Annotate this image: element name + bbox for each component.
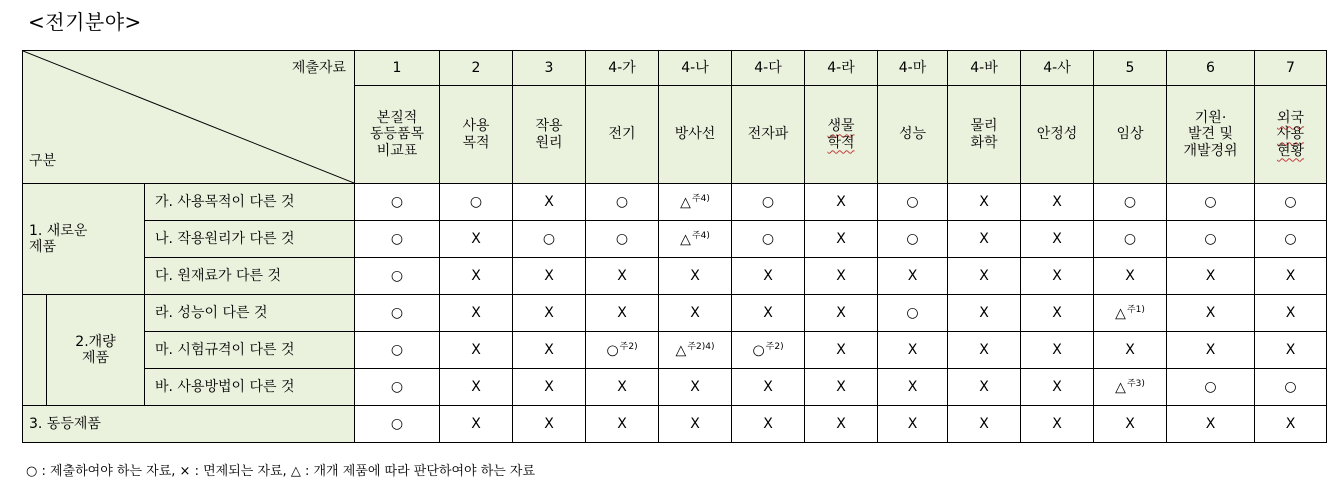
footnote-mark: 주3): [1126, 378, 1145, 389]
cell-symbol: ○: [906, 304, 919, 321]
cell-symbol: ○: [761, 193, 775, 210]
table-cell: [805, 221, 878, 258]
table-row: [23, 332, 1327, 369]
col-name: 안정성: [1021, 86, 1094, 184]
cell-symbol: ○: [615, 193, 629, 210]
cell-symbol: ○: [390, 378, 404, 395]
table-cell: [805, 258, 878, 295]
table-cell: [948, 295, 1021, 332]
footnote-mark: 주2): [765, 341, 784, 352]
cell-symbol: X: [1125, 267, 1135, 284]
table-cell: [659, 258, 732, 295]
table-cell: [805, 184, 878, 221]
table-row: [23, 184, 1327, 221]
cell-symbol: ○: [1204, 193, 1217, 210]
table-cell: [513, 295, 586, 332]
col-number: 5: [1094, 51, 1167, 86]
col-number: 2: [440, 51, 513, 86]
cell-symbol: X: [1052, 193, 1062, 210]
col-number: 4-라: [805, 51, 878, 86]
table-cell: [948, 369, 1021, 406]
table-cell: [1167, 184, 1255, 221]
cell-symbol: X: [1285, 304, 1296, 321]
cell-symbol: ○: [390, 267, 404, 284]
table-cell: [1094, 369, 1167, 406]
table-cell: [732, 369, 805, 406]
table-cell: [586, 221, 659, 258]
table-cell: [1255, 258, 1327, 295]
cell-symbol: X: [763, 378, 773, 395]
cell-symbol: X: [836, 230, 846, 247]
header-number-row: [23, 51, 1327, 86]
cell-symbol: X: [544, 267, 554, 284]
table-cell: [355, 369, 440, 406]
table-cell: [732, 184, 805, 221]
cell-symbol: X: [907, 415, 918, 432]
table-row: [23, 295, 1327, 332]
footnote-mark: 주1): [1126, 304, 1145, 315]
cell-symbol: △: [1115, 305, 1126, 322]
cell-symbol: ○: [390, 415, 404, 432]
cell-symbol: X: [979, 193, 989, 210]
cell-symbol: X: [1285, 267, 1296, 284]
cell-symbol: X: [836, 378, 846, 395]
cell-symbol: ○: [1204, 230, 1217, 247]
table-cell: [440, 369, 513, 406]
col-name: 작용 원리: [513, 86, 586, 184]
table-cell: [355, 295, 440, 332]
group-label-improved: 2.개량 제품: [47, 295, 145, 406]
table-cell: [948, 258, 1021, 295]
table-cell: [586, 332, 659, 369]
cell-symbol: X: [979, 230, 989, 247]
table-cell: [805, 295, 878, 332]
cell-symbol: ○: [761, 230, 775, 247]
cell-symbol: △: [1115, 379, 1126, 396]
cell-symbol: X: [1125, 341, 1135, 358]
table-cell: [878, 406, 948, 443]
table-cell: [440, 184, 513, 221]
col-name: 외국 사용 현황: [1255, 86, 1327, 184]
cell-symbol: ○: [1123, 193, 1137, 210]
table-cell: [659, 406, 732, 443]
cell-symbol: X: [979, 415, 989, 432]
footnote-mark: 주4): [691, 193, 710, 204]
col-number: 4-다: [732, 51, 805, 86]
table-cell: [1255, 369, 1327, 406]
cell-symbol: X: [1205, 267, 1216, 284]
table-cell: [659, 221, 732, 258]
table-cell: [1167, 332, 1255, 369]
table-cell: [878, 184, 948, 221]
col-number: 4-가: [586, 51, 659, 86]
cell-symbol: ○: [390, 341, 404, 358]
col-name: 성능: [878, 86, 948, 184]
cell-symbol: X: [907, 267, 918, 284]
col-number: 4-사: [1021, 51, 1094, 86]
cell-symbol: X: [979, 267, 989, 284]
row-label: 라. 성능이 다른 것: [145, 295, 355, 332]
row-label: 마. 시험규격이 다른 것: [145, 332, 355, 369]
cell-symbol: X: [471, 230, 481, 247]
col-name: 전자파: [732, 86, 805, 184]
cell-symbol: X: [690, 267, 700, 284]
table-cell: [1094, 332, 1167, 369]
table-cell: [659, 332, 732, 369]
table-cell: [586, 369, 659, 406]
cell-symbol: X: [979, 378, 989, 395]
cell-symbol: X: [544, 378, 554, 395]
table-cell: [659, 369, 732, 406]
cell-symbol: X: [544, 193, 554, 210]
table-cell: [1094, 258, 1167, 295]
table-cell: [1167, 406, 1255, 443]
cell-symbol: X: [544, 341, 554, 358]
cell-symbol: ○: [390, 193, 404, 210]
cell-symbol: X: [763, 267, 773, 284]
table-cell: [440, 332, 513, 369]
cell-symbol: X: [1205, 341, 1216, 358]
table-cell: [1255, 221, 1327, 258]
table-cell: [1255, 332, 1327, 369]
row-label: 나. 작용원리가 다른 것: [145, 221, 355, 258]
table-cell: [355, 184, 440, 221]
table-cell: [1255, 184, 1327, 221]
col-name: 방사선: [659, 86, 732, 184]
table-cell: [1167, 295, 1255, 332]
table-cell: [948, 221, 1021, 258]
footnote-mark: 주4): [691, 230, 710, 241]
table-cell: [732, 258, 805, 295]
table-cell: [440, 258, 513, 295]
table-cell: [1094, 295, 1167, 332]
table-cell: [805, 332, 878, 369]
table-cell: [1094, 184, 1167, 221]
cell-symbol: X: [1052, 341, 1062, 358]
table-cell: [805, 369, 878, 406]
corner-top-label: 제출자료: [291, 60, 347, 76]
table-cell: [1255, 406, 1327, 443]
cell-symbol: X: [471, 378, 481, 395]
cell-symbol: X: [617, 267, 627, 284]
table-cell: [1094, 406, 1167, 443]
cell-symbol: X: [1052, 267, 1062, 284]
cell-symbol: ○: [390, 230, 404, 247]
legend-note: ○ : 제출하여야 하는 자료, × : 면제되는 자료, △ : 개개 제품에 따라 판단하여야 하는 자료: [26, 464, 536, 479]
corner-header-cell: [23, 51, 355, 184]
cell-symbol: X: [617, 304, 627, 321]
table-cell: [1021, 406, 1094, 443]
cell-symbol: X: [836, 341, 846, 358]
cell-symbol: X: [544, 304, 554, 321]
cell-symbol: X: [690, 304, 700, 321]
table-cell: [586, 258, 659, 295]
table-row: [23, 258, 1327, 295]
table-cell: [1021, 295, 1094, 332]
table-cell: [513, 184, 586, 221]
table-cell: [513, 221, 586, 258]
table-cell: [513, 258, 586, 295]
cell-symbol: X: [763, 304, 773, 321]
cell-symbol: X: [836, 415, 846, 432]
table-cell: [878, 332, 948, 369]
cell-symbol: ○: [752, 342, 765, 359]
table-cell: [1021, 369, 1094, 406]
cell-symbol: X: [1205, 304, 1216, 321]
col-number: 7: [1255, 51, 1327, 86]
table-cell: [513, 406, 586, 443]
table-cell: [1094, 221, 1167, 258]
table-cell: [948, 406, 1021, 443]
table-cell: [586, 406, 659, 443]
table-cell: [1021, 258, 1094, 295]
cell-symbol: X: [1285, 415, 1296, 432]
table-cell: [732, 221, 805, 258]
table-cell: [805, 406, 878, 443]
cell-symbol: △: [675, 342, 687, 359]
group-label-new: 1. 새로운 제품: [23, 184, 145, 295]
table-cell: [948, 332, 1021, 369]
cell-symbol: X: [1052, 304, 1062, 321]
cell-symbol: ○: [906, 193, 919, 210]
table-cell: [355, 221, 440, 258]
table-cell: [1255, 295, 1327, 332]
cell-symbol: X: [690, 415, 700, 432]
col-name: 임상: [1094, 86, 1167, 184]
cell-symbol: X: [617, 415, 627, 432]
cell-symbol: X: [979, 341, 989, 358]
cell-symbol: X: [836, 267, 846, 284]
group-label-equiv: 3. 동등제품: [23, 406, 355, 443]
table-cell: [878, 369, 948, 406]
col-name: 물리 화학: [948, 86, 1021, 184]
cell-symbol: X: [979, 304, 989, 321]
requirements-table: [22, 50, 1327, 443]
table-cell: [1021, 184, 1094, 221]
cell-symbol: ○: [1284, 230, 1297, 247]
table-cell: [1167, 258, 1255, 295]
cell-symbol: X: [1052, 415, 1062, 432]
cell-symbol: ○: [542, 230, 556, 247]
table-cell: [586, 184, 659, 221]
table-cell: [355, 332, 440, 369]
corner-bottom-label: 구분: [29, 152, 57, 169]
col-number: 3: [513, 51, 586, 86]
table-cell: [1167, 369, 1255, 406]
cell-symbol: ○: [469, 193, 483, 210]
cell-symbol: X: [836, 193, 846, 210]
table-cell: [948, 184, 1021, 221]
table-cell: [586, 295, 659, 332]
table-cell: [732, 406, 805, 443]
cell-symbol: X: [907, 378, 918, 395]
col-name: 전기: [586, 86, 659, 184]
cell-symbol: X: [471, 415, 481, 432]
table-cell: [1167, 221, 1255, 258]
table-cell: [878, 258, 948, 295]
table-row: [23, 406, 1327, 443]
cell-symbol: X: [690, 378, 700, 395]
col-name: 사용 목적: [440, 86, 513, 184]
table-row: [23, 221, 1327, 258]
cell-symbol: X: [617, 378, 627, 395]
cell-symbol: X: [471, 267, 481, 284]
table-cell: [659, 184, 732, 221]
footnote-mark: 주2)4): [687, 341, 715, 352]
cell-symbol: X: [1205, 415, 1216, 432]
cell-symbol: ○: [606, 342, 619, 359]
cell-symbol: ○: [1204, 378, 1217, 395]
table-cell: [513, 369, 586, 406]
table-cell: [513, 332, 586, 369]
col-name: 본질적 동등품목 비교표: [355, 86, 440, 184]
cell-symbol: X: [471, 341, 481, 358]
col-name: 생물 학적: [805, 86, 878, 184]
cell-symbol: X: [1052, 230, 1062, 247]
cell-symbol: X: [1125, 415, 1135, 432]
table-cell: [732, 295, 805, 332]
cell-symbol: X: [763, 415, 773, 432]
table-cell: [732, 332, 805, 369]
cell-symbol: ○: [1284, 378, 1297, 395]
cell-symbol: ○: [1123, 230, 1137, 247]
cell-symbol: △: [680, 231, 691, 248]
cell-symbol: ○: [906, 230, 919, 247]
row-label: 다. 원재료가 다른 것: [145, 258, 355, 295]
cell-symbol: X: [1052, 378, 1062, 395]
cell-symbol: △: [680, 194, 691, 211]
row-label: 바. 사용방법이 다른 것: [145, 369, 355, 406]
table-cell: [440, 406, 513, 443]
table-cell: [659, 295, 732, 332]
col-name: 기원· 발견 및 개발경위: [1167, 86, 1255, 184]
cell-symbol: ○: [390, 304, 404, 321]
table-cell: [355, 406, 440, 443]
row-label: 가. 사용목적이 다른 것: [145, 184, 355, 221]
page-title: <전기분야>: [28, 10, 142, 34]
cell-symbol: X: [544, 415, 554, 432]
table-cell: [440, 295, 513, 332]
table-cell: [355, 258, 440, 295]
table-cell: [878, 221, 948, 258]
cell-symbol: X: [1285, 341, 1296, 358]
cell-symbol: ○: [615, 230, 629, 247]
col-number: 4-바: [948, 51, 1021, 86]
table-cell: [1021, 221, 1094, 258]
cell-symbol: X: [907, 341, 918, 358]
table-cell: [440, 221, 513, 258]
table-row: [23, 369, 1327, 406]
col-number: 6: [1167, 51, 1255, 86]
cell-symbol: ○: [1284, 193, 1297, 210]
col-number: 4-나: [659, 51, 732, 86]
group-indent-cell: [23, 295, 47, 406]
col-number: 4-마: [878, 51, 948, 86]
cell-symbol: X: [471, 304, 481, 321]
footnote-mark: 주2): [619, 341, 638, 352]
table-cell: [878, 295, 948, 332]
table-cell: [1021, 332, 1094, 369]
cell-symbol: X: [836, 304, 846, 321]
col-number: 1: [355, 51, 440, 86]
